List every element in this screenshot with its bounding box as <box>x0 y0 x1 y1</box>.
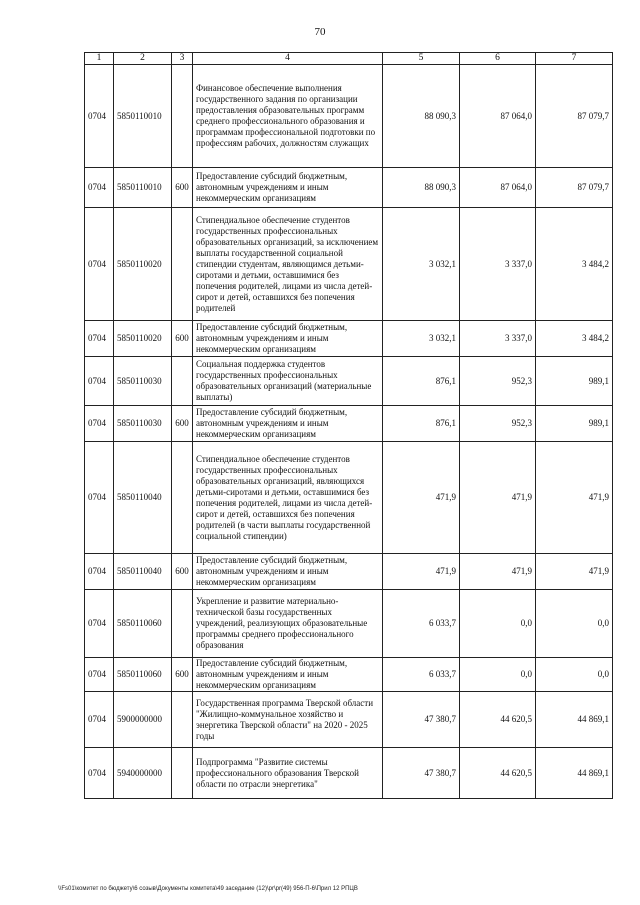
amount-col5-cell: 6 033,7 <box>383 658 460 692</box>
expense-type-cell <box>172 748 193 799</box>
column-header: 5 <box>383 53 460 65</box>
amount-col6-cell: 952,3 <box>460 406 536 442</box>
target-article-cell: 5850110030 <box>114 406 172 442</box>
amount-col6-cell: 952,3 <box>460 357 536 406</box>
amount-col5-cell: 47 380,7 <box>383 748 460 799</box>
amount-col7-cell: 3 484,2 <box>536 208 613 321</box>
amount-col6-cell: 3 337,0 <box>460 321 536 357</box>
section-code-cell: 0704 <box>85 590 114 658</box>
item-name-cell: Государственная программа Тверской области "Жилищно-коммунальное хозяйство и энергетика Тверской области" на 2020 - 2025 годы <box>193 692 383 748</box>
column-header: 3 <box>172 53 193 65</box>
amount-col6-cell: 0,0 <box>460 658 536 692</box>
target-article-cell: 5900000000 <box>114 692 172 748</box>
target-article-cell: 5850110030 <box>114 357 172 406</box>
expense-type-cell <box>172 442 193 554</box>
section-code-cell: 0704 <box>85 208 114 321</box>
table-row <box>85 554 613 590</box>
section-code-cell: 0704 <box>85 748 114 799</box>
column-header: 2 <box>114 53 172 65</box>
target-article-cell: 5850110020 <box>114 208 172 321</box>
item-name-cell: Предоставление субсидий бюджетным, автономным учреждениям и иным некоммерческим организациям <box>193 658 383 692</box>
column-header: 7 <box>536 53 613 65</box>
expense-type-cell <box>172 357 193 406</box>
amount-col6-cell: 44 620,5 <box>460 748 536 799</box>
amount-col7-cell: 87 079,7 <box>536 65 613 168</box>
table-row <box>85 692 613 748</box>
expense-type-cell: 600 <box>172 658 193 692</box>
table-row <box>85 748 613 799</box>
item-name-cell: Предоставление субсидий бюджетным, автономным учреждениям и иным некоммерческим организациям <box>193 321 383 357</box>
amount-col7-cell: 44 869,1 <box>536 748 613 799</box>
table-row <box>85 406 613 442</box>
expense-type-cell: 600 <box>172 554 193 590</box>
column-header: 6 <box>460 53 536 65</box>
section-code-cell: 0704 <box>85 442 114 554</box>
amount-col5-cell: 6 033,7 <box>383 590 460 658</box>
item-name-cell: Подпрограмма "Развитие системы профессионального образования Тверской области по отрасли энергетика" <box>193 748 383 799</box>
amount-col5-cell: 88 090,3 <box>383 168 460 208</box>
amount-col6-cell: 471,9 <box>460 554 536 590</box>
section-code-cell: 0704 <box>85 65 114 168</box>
section-code-cell: 0704 <box>85 554 114 590</box>
table-row <box>85 442 613 554</box>
file-path-footer: \\Fs01\комитет по бюджету\6 созыв\Документы комитета\49 заседание (12)\pr\pr(49) 956-П-6\Прил 12 РПЦВ <box>58 886 358 892</box>
table-row <box>85 321 613 357</box>
amount-col6-cell: 44 620,5 <box>460 692 536 748</box>
target-article-cell: 5850110060 <box>114 590 172 658</box>
item-name-cell: Предоставление субсидий бюджетным, автономным учреждениям и иным некоммерческим организациям <box>193 554 383 590</box>
table-row <box>85 357 613 406</box>
table-row <box>85 208 613 321</box>
item-name-cell: Предоставление субсидий бюджетным, автономным учреждениям и иным некоммерческим организациям <box>193 406 383 442</box>
section-code-cell: 0704 <box>85 321 114 357</box>
amount-col7-cell: 44 869,1 <box>536 692 613 748</box>
amount-col5-cell: 876,1 <box>383 357 460 406</box>
table-row <box>85 168 613 208</box>
amount-col5-cell: 47 380,7 <box>383 692 460 748</box>
amount-col7-cell: 3 484,2 <box>536 321 613 357</box>
expense-type-cell <box>172 590 193 658</box>
item-name-cell: Социальная поддержка студентов государственных профессиональных образовательных организаций (материальные выплаты) <box>193 357 383 406</box>
expense-type-cell: 600 <box>172 406 193 442</box>
item-name-cell: Укрепление и развитие материально-технической базы государственных учреждений, реализующих образовательные программы среднего профессионального образования <box>193 590 383 658</box>
target-article-cell: 5850110010 <box>114 168 172 208</box>
item-name-cell: Стипендиальное обеспечение студентов государственных профессиональных образовательных организаций, являющихся детьми-сиротами и детьми, оставшимися без попечения родителей, лицами из числа детей-сирот и детей, оставшихся без попечения родителей (в части выплаты государственной социальной стипендии) <box>193 442 383 554</box>
item-name-cell: Финансовое обеспечение выполнения государственного задания по организации предоставления образовательных программ среднего профессионального образования и программам профессиональной подготовки по профессиям рабочих, должностям служащих <box>193 65 383 168</box>
expense-type-cell <box>172 208 193 321</box>
amount-col6-cell: 87 064,0 <box>460 168 536 208</box>
section-code-cell: 0704 <box>85 658 114 692</box>
amount-col6-cell: 0,0 <box>460 590 536 658</box>
amount-col7-cell: 0,0 <box>536 658 613 692</box>
expense-type-cell: 600 <box>172 321 193 357</box>
page-number: 70 <box>314 26 326 38</box>
amount-col5-cell: 3 032,1 <box>383 208 460 321</box>
amount-col5-cell: 471,9 <box>383 554 460 590</box>
target-article-cell: 5850110020 <box>114 321 172 357</box>
section-code-cell: 0704 <box>85 168 114 208</box>
target-article-cell: 5850110040 <box>114 442 172 554</box>
amount-col5-cell: 88 090,3 <box>383 65 460 168</box>
item-name-cell: Предоставление субсидий бюджетным, автономным учреждениям и иным некоммерческим организациям <box>193 168 383 208</box>
table-row <box>85 65 613 168</box>
amount-col7-cell: 471,9 <box>536 554 613 590</box>
amount-col7-cell: 989,1 <box>536 406 613 442</box>
target-article-cell: 5850110060 <box>114 658 172 692</box>
amount-col5-cell: 471,9 <box>383 442 460 554</box>
table-row <box>85 590 613 658</box>
column-header-row <box>85 53 613 65</box>
amount-col6-cell: 87 064,0 <box>460 65 536 168</box>
section-code-cell: 0704 <box>85 357 114 406</box>
expense-type-cell <box>172 692 193 748</box>
budget-table <box>84 52 613 799</box>
section-code-cell: 0704 <box>85 406 114 442</box>
expense-type-cell <box>172 65 193 168</box>
target-article-cell: 5940000000 <box>114 748 172 799</box>
amount-col6-cell: 471,9 <box>460 442 536 554</box>
item-name-cell: Стипендиальное обеспечение студентов государственных профессиональных образовательных организаций, за исключением выплаты государственной социальной стипендии студентам, являющимся детьми-сиротами и детьми, оставшимися без попечения родителей, лицами из числа детей-сирот и детей, оставшихся без попечения родителей <box>193 208 383 321</box>
column-header: 1 <box>85 53 114 65</box>
target-article-cell: 5850110040 <box>114 554 172 590</box>
table-row <box>85 658 613 692</box>
column-header: 4 <box>193 53 383 65</box>
amount-col6-cell: 3 337,0 <box>460 208 536 321</box>
amount-col7-cell: 471,9 <box>536 442 613 554</box>
amount-col7-cell: 87 079,7 <box>536 168 613 208</box>
amount-col7-cell: 0,0 <box>536 590 613 658</box>
amount-col7-cell: 989,1 <box>536 357 613 406</box>
amount-col5-cell: 3 032,1 <box>383 321 460 357</box>
section-code-cell: 0704 <box>85 692 114 748</box>
target-article-cell: 5850110010 <box>114 65 172 168</box>
expense-type-cell: 600 <box>172 168 193 208</box>
amount-col5-cell: 876,1 <box>383 406 460 442</box>
